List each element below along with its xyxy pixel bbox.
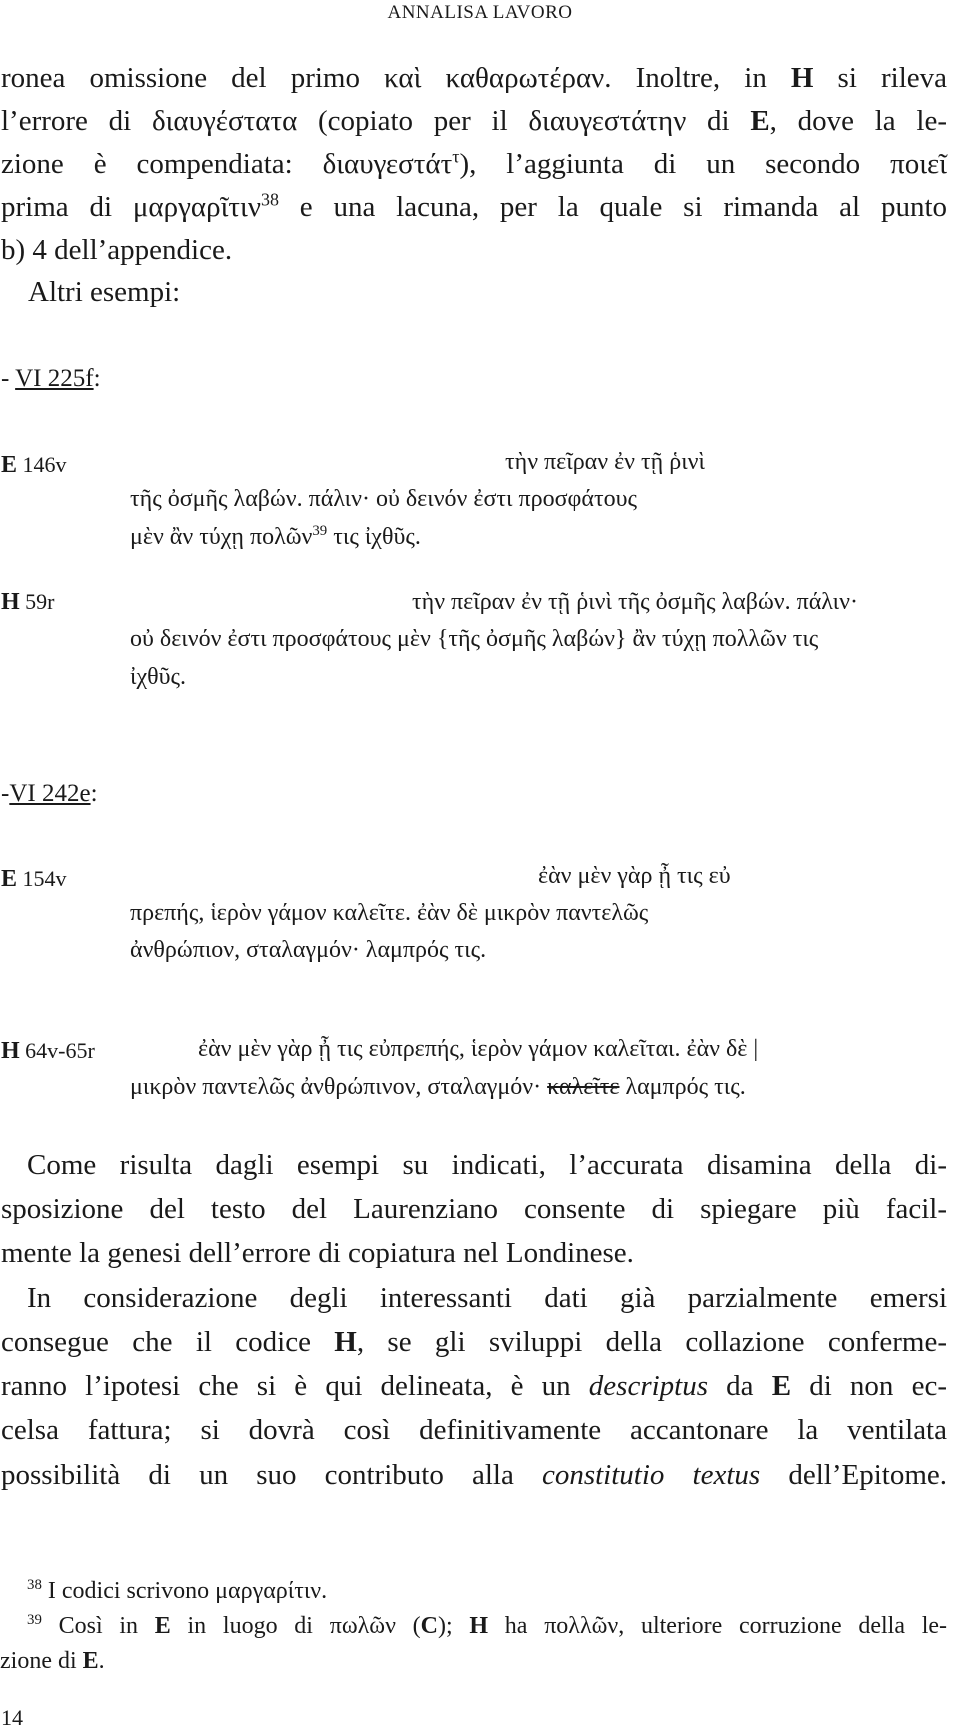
- conclusion-p2-line-1: In considerazione degli interessanti dati già parzialmente emersi: [27, 1282, 947, 1314]
- conclusion-p2-line-5: possibilità di un suo contributo alla constitutio textus dell’Epitome.: [1, 1459, 947, 1491]
- h-64v-65r-line-2: μικρὸν παντελῶς ἀνθρώπινον, σταλαγμόν· καλεῖτε λαμπρός τις.: [130, 1074, 746, 1100]
- conclusion-p1-line-1: Come risulta dagli esempi su indicati, l’accurata disamina della di-: [27, 1149, 947, 1181]
- h-59r-line-1: τὴν πεῖραν ἐν τῇ ῥινὶ τῆς ὀσμῆς λαβών. πάλιν·: [412, 589, 858, 615]
- h-64v-65r-line-1: ἐὰν μὲν γὰρ ᾖ τις εὐπρεπής, ἱερὸν γάμον καλεῖται. ἐὰν δὲ |: [198, 1036, 759, 1062]
- siglum-h-59r: H 59r: [1, 589, 55, 615]
- footnote-39: $^{39}$ Così in E in luogo di πωλῶν (C); H ha πολλῶν, ulteriore corruzione della le-: [27, 1612, 948, 1639]
- conclusion-p2-line-4: celsa fattura; si dovrà così definitivamente accantonare la ventilata: [1, 1414, 947, 1446]
- running-header: ANNALISA LAVORO: [387, 2, 573, 23]
- altri-esempi: Altri esempi:: [28, 276, 181, 308]
- conclusion-p1-line-2: sposizione del testo del Laurenziano consente di spiegare più facil-: [1, 1193, 947, 1225]
- intro-line-4: prima di μαργαρῖτιν$^{38}$ e una lacuna, per la quale si rimanda al punto: [1, 189, 947, 223]
- example-label-vi-225f: - VI 225f:: [1, 365, 101, 392]
- siglum-h-64v-65r: H 64v-65r: [1, 1038, 95, 1064]
- example-label-vi-242e: -VI 242e:: [1, 780, 98, 807]
- page-number: 14: [1, 1705, 23, 1730]
- e-154v-line-1: ἐὰν μὲν γὰρ ᾖ τις εὐ: [538, 863, 731, 889]
- e-154v-line-2: πρεπής, ἱερὸν γάμον καλεῖτε. ἐὰν δὲ μικρὸν παντελῶς: [130, 900, 649, 926]
- e-146v-line-1: τὴν πεῖραν ἐν τῇ ῥινὶ: [505, 449, 705, 475]
- footnote-38: $^{38}$ I codici scrivono μαργαρίτιν.: [27, 1577, 328, 1604]
- h-59r-line-3: ἰχθῦς.: [130, 664, 186, 690]
- siglum-e-154v: E 154v: [1, 866, 67, 892]
- e-146v-line-3: μὲν ἂν τύχῃ πολῶν$^{39}$ τις ἰχθῦς.: [130, 523, 421, 550]
- intro-line-1: ronea omissione del primo καὶ καθαρωτέραν. Inoltre, in H si rileva: [1, 62, 947, 94]
- footnote-ref-39[interactable]: 39: [312, 523, 328, 539]
- conclusion-p1-line-3: mente la genesi dell’errore di copiatura nel Londinese.: [1, 1237, 634, 1269]
- footnote-39-continuation: zione di E.: [0, 1648, 105, 1674]
- h-59r-line-2: οὐ δεινόν ἐστι προσφάτους μὲν {τῆς ὀσμῆς λαβών} ἂν τύχῃ πολλῶν τις: [130, 626, 819, 652]
- intro-line-3: zione è compendiata: διαυγεστάτ$^\tau$), l’aggiunta di un secondo ποιεῖ: [1, 146, 947, 180]
- conclusion-p2-line-2: consegue che il codice H, se gli sviluppi della collazione confermе-: [1, 1326, 947, 1358]
- e-154v-line-3: ἀνθρώπιον, σταλαγμόν· λαμπρός τις.: [130, 937, 487, 963]
- intro-line-2: l’errore di διαυγέστατα (copiato per il διαυγεστάτην di E, dove la le-: [1, 105, 947, 137]
- footnote-ref-38[interactable]: 38: [260, 189, 279, 210]
- e-146v-line-2: τῆς ὀσμῆς λαβών. πάλιν· οὐ δεινόν ἐστι προσφάτους: [130, 486, 637, 512]
- conclusion-p2-line-3: ranno l’ipotesi che si è qui delineata, è un descriptus da E di non ec-: [1, 1370, 947, 1402]
- intro-line-5: b) 4 dell’appendice.: [1, 234, 233, 266]
- cancelled-word: καλεῖτε: [547, 1074, 620, 1100]
- siglum-e-146v: E 146v: [1, 452, 67, 478]
